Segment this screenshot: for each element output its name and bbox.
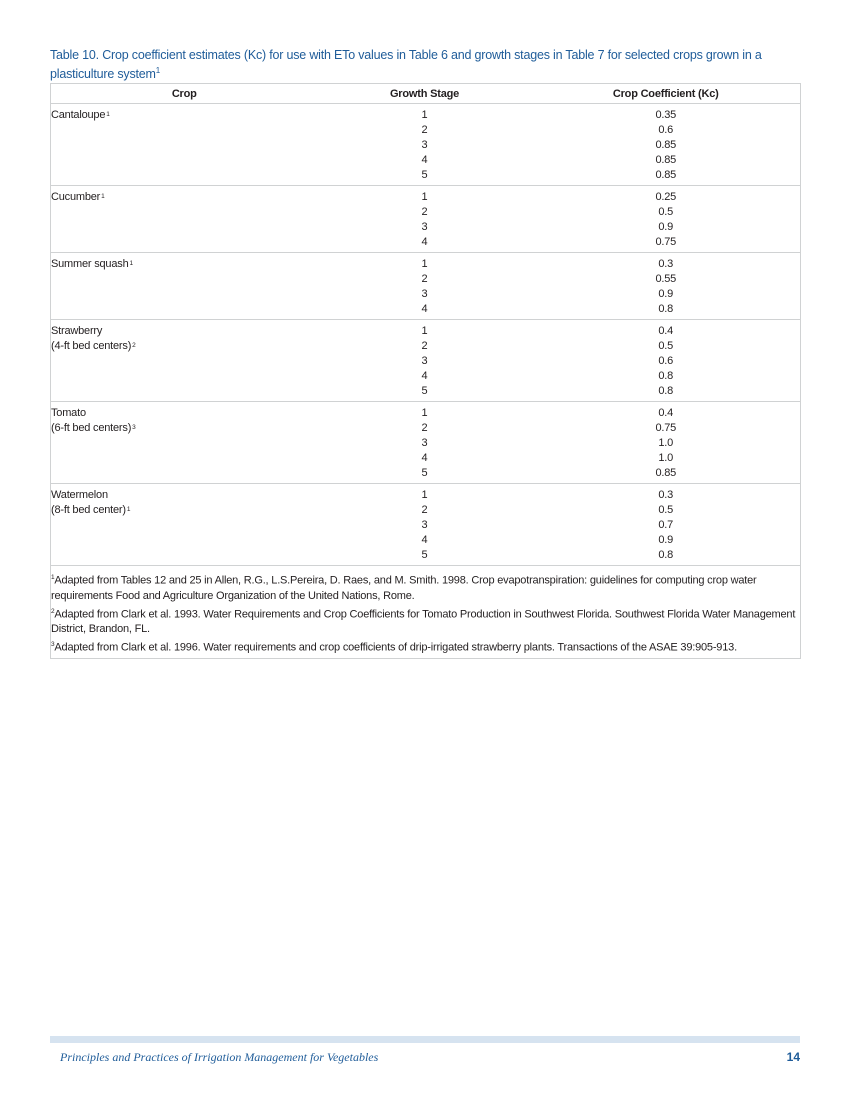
- growth-stage-value: 3: [421, 437, 428, 449]
- crop-text: (4-ft bed centers): [51, 340, 132, 352]
- growth-stage-cell: [318, 186, 532, 253]
- crop-coefficient-cell: [532, 186, 801, 253]
- crop-coefficient-value: 0.4: [658, 325, 674, 337]
- footnote-1: [51, 570, 800, 604]
- footnote-marker: 1: [126, 506, 131, 513]
- crop-coefficient-value: 0.8: [658, 385, 674, 397]
- growth-stage-value: 2: [421, 340, 428, 352]
- footnote-marker: 1: [129, 260, 133, 267]
- crop-coefficient-value: 0.6: [658, 355, 674, 367]
- footnote-2-text: Adapted from Clark et al. 1993. Water Requirements and Crop Coefficients for Tomato Production in Southwest Florida. Southwest Florida Water Management District, Brandon, FL.: [51, 608, 796, 636]
- growth-stage-value: 1: [421, 258, 428, 270]
- crop-coefficient-value: 0.85: [655, 467, 677, 479]
- crop-name: [51, 257, 318, 272]
- crop-coefficient-value: 1.0: [658, 452, 674, 464]
- crop-cell: [51, 104, 318, 186]
- crop-coefficient-value: 0.8: [658, 370, 674, 382]
- crop-coefficient-value: 0.75: [655, 236, 677, 248]
- crop-cell: [51, 484, 318, 566]
- crop-coefficient-table: [50, 83, 801, 659]
- crop-coefficient-cell: [532, 402, 801, 484]
- footnote-3: [51, 637, 800, 656]
- growth-stage-cell: [318, 320, 532, 402]
- table-header-row: [51, 84, 801, 104]
- crop-text: Summer squash: [51, 258, 129, 270]
- footnote-marker: 3: [132, 424, 136, 431]
- crop-coefficient-value: 0.9: [658, 534, 674, 546]
- growth-stage-value: 4: [421, 370, 428, 382]
- crop-cell: [51, 320, 318, 402]
- growth-stage-value: 2: [421, 422, 428, 434]
- footnote-2-sup: 2: [51, 607, 55, 615]
- crop-detail: [51, 339, 318, 354]
- crop-coefficient-cell: [532, 320, 801, 402]
- crop-coefficient-value: 0.35: [655, 109, 677, 121]
- footnote-2: [51, 604, 800, 638]
- crop-detail: [51, 503, 318, 518]
- footnote-3-text: Adapted from Clark et al. 1996. Water requirements and crop coefficients of drip-irrigated strawberry plants. Transactions of the ASAE 39:905-913.: [54, 641, 737, 654]
- growth-stage-value: 4: [421, 236, 428, 248]
- table-caption: [50, 47, 805, 82]
- growth-stage-value: 3: [421, 139, 428, 151]
- table-row: [51, 320, 801, 402]
- crop-name: [51, 108, 318, 123]
- crop-name: [51, 488, 318, 503]
- growth-stage-value: 4: [421, 534, 428, 546]
- crop-coefficient-cell: [532, 484, 801, 566]
- crop-coefficient-value: 0.55: [655, 273, 677, 285]
- table-row: [51, 104, 801, 186]
- footnote-marker: 1: [101, 193, 105, 200]
- crop-text: Cucumber: [51, 191, 101, 203]
- growth-stage-value: 1: [421, 407, 428, 419]
- crop-coefficient-value: 0.85: [655, 154, 677, 166]
- growth-stage-cell: [318, 253, 532, 320]
- crop-coefficient-value: 0.75: [655, 422, 677, 434]
- crop-text: Tomato: [51, 407, 86, 419]
- crop-coefficient-value: 0.7: [658, 519, 674, 531]
- growth-stage-cell: [318, 104, 532, 186]
- growth-stage-value: 5: [421, 467, 428, 479]
- crop-coefficient-value: 0.5: [658, 504, 674, 516]
- table-row: [51, 484, 801, 566]
- table-body: [51, 104, 801, 659]
- crop-cell: [51, 253, 318, 320]
- growth-stage-value: 5: [421, 549, 428, 561]
- growth-stage-value: 1: [421, 109, 428, 121]
- crop-coefficient-value: 0.8: [658, 303, 674, 315]
- crop-coefficient-value: 0.85: [655, 169, 677, 181]
- growth-stage-value: 5: [421, 169, 428, 181]
- crop-name: [51, 324, 318, 339]
- table-caption-text: Table 10. Crop coefficient estimates (Kc) for use with ETo values in Table 6 and growth stages in Table 7 for selected crops grown in a plasticulture system: [50, 48, 762, 82]
- growth-stage-value: 4: [421, 303, 428, 315]
- growth-stage-value: 4: [421, 452, 428, 464]
- growth-stage-value: 2: [421, 504, 428, 516]
- crop-coefficient-value: 0.85: [655, 139, 677, 151]
- footer-bar: [50, 1036, 800, 1043]
- footnote-1-text: Adapted from Tables 12 and 25 in Allen, R.G., L.S.Pereira, D. Raes, and M. Smith. 1998. Crop evapotranspiration: guidelines for computing crop water requirements Food and Agriculture Organization of the United Nations, Rome.: [51, 574, 757, 602]
- growth-stage-value: 1: [421, 489, 428, 501]
- crop-coefficient-value: 0.8: [658, 549, 674, 561]
- growth-stage-value: 3: [421, 221, 428, 233]
- footnotes: [51, 566, 801, 659]
- header-growth-stage: Growth Stage: [318, 84, 532, 104]
- growth-stage-value: 1: [421, 191, 428, 203]
- footnote-marker: 1: [106, 111, 110, 118]
- crop-coefficient-value: 1.0: [658, 437, 674, 449]
- table-row: [51, 253, 801, 320]
- header-crop: Crop: [51, 84, 318, 104]
- crop-coefficient-cell: [532, 253, 801, 320]
- page-number: 14: [786, 1050, 800, 1064]
- crop-text: Watermelon: [51, 489, 108, 501]
- growth-stage-value: 2: [421, 206, 428, 218]
- growth-stage-value: 3: [421, 288, 428, 300]
- crop-coefficient-value: 0.25: [655, 191, 677, 203]
- crop-coefficient-value: 0.9: [658, 221, 674, 233]
- crop-coefficient-cell: [532, 104, 801, 186]
- footnote-marker: 2: [132, 342, 136, 349]
- growth-stage-value: 4: [421, 154, 428, 166]
- crop-cell: [51, 186, 318, 253]
- footnotes-row: [51, 566, 801, 659]
- table-row: [51, 186, 801, 253]
- crop-coefficient-value: 0.9: [658, 288, 674, 300]
- footnote-3-sup: 3: [51, 641, 55, 649]
- header-crop-coefficient: Crop Coefficient (Kc): [532, 84, 801, 104]
- crop-text: Strawberry: [51, 325, 103, 337]
- crop-name: [51, 190, 318, 205]
- crop-coefficient-value: 0.3: [658, 489, 674, 501]
- crop-name: [51, 406, 318, 421]
- growth-stage-cell: [318, 484, 532, 566]
- growth-stage-value: 1: [421, 325, 428, 337]
- crop-text: (8-ft bed center): [51, 504, 126, 516]
- growth-stage-value: 3: [421, 519, 428, 531]
- table-row: [51, 402, 801, 484]
- crop-coefficient-value: 0.6: [658, 124, 674, 136]
- crop-text: (6-ft bed centers): [51, 422, 132, 434]
- crop-detail: [51, 421, 318, 436]
- growth-stage-cell: [318, 402, 532, 484]
- crop-coefficient-value: 0.5: [658, 206, 674, 218]
- crop-coefficient-value: 0.5: [658, 340, 674, 352]
- crop-coefficient-value: 0.4: [658, 407, 674, 419]
- growth-stage-value: 2: [421, 124, 428, 136]
- crop-coefficient-value: 0.3: [658, 258, 674, 270]
- footer-title: Principles and Practices of Irrigation Management for Vegetables: [60, 1050, 379, 1064]
- crop-text: Cantaloupe: [51, 109, 106, 121]
- table-caption-sup: 1: [155, 66, 161, 75]
- crop-cell: [51, 402, 318, 484]
- growth-stage-value: 5: [421, 385, 428, 397]
- growth-stage-value: 3: [421, 355, 428, 367]
- footnote-1-sup: 1: [51, 574, 55, 581]
- growth-stage-value: 2: [421, 273, 428, 285]
